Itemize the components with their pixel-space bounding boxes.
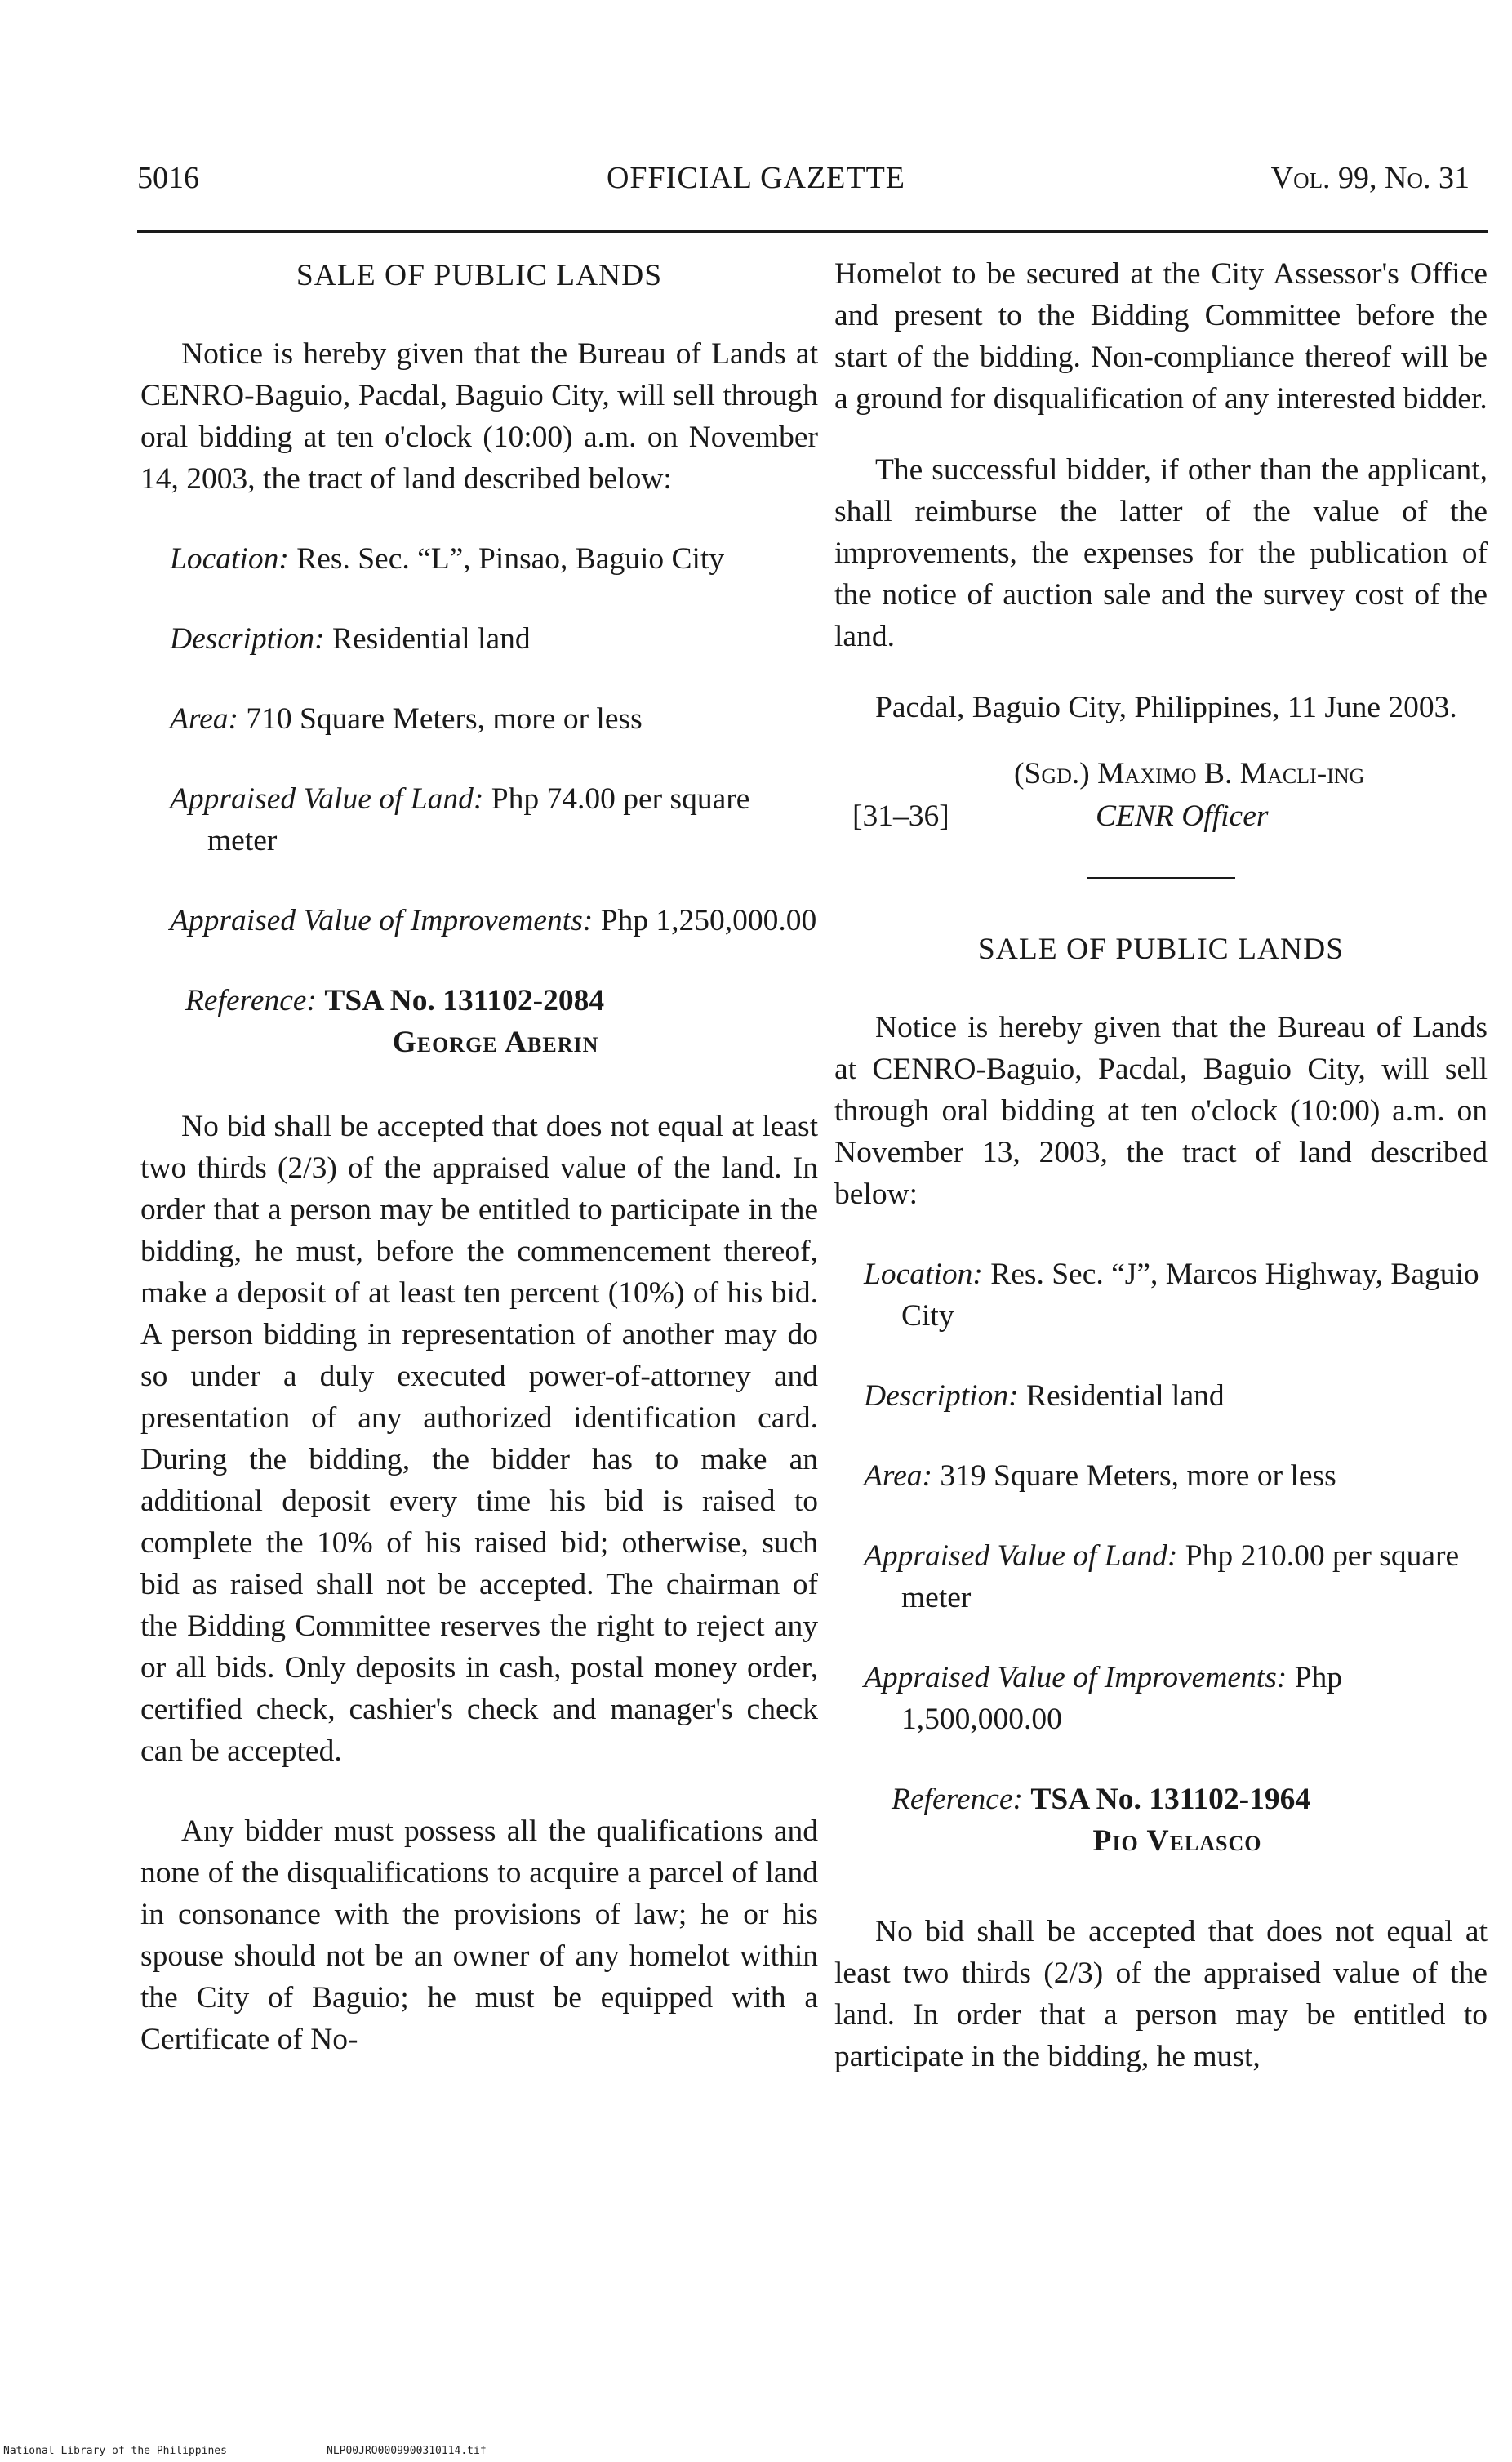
signer-title: CENR Officer <box>1096 799 1269 833</box>
improvements-appraised-value <box>140 900 818 942</box>
area-value: 710 Square Meters, more or less <box>246 702 643 736</box>
reference-number: TSA No. 131102-2084 <box>324 984 605 1017</box>
location-label: Location: <box>170 542 289 576</box>
notice-intro-2: Notice is hereby given that the Bureau of Lands at CENRO-Baguio, Pacdal, Baguio City, will sell through oral bidding at ten o'clock (10:00) a.m. on November 13, 2003, the tract of land described below: <box>834 1011 1488 1211</box>
volume-number: Vol. 99, No. 31 <box>1270 161 1470 195</box>
land-description <box>140 618 818 660</box>
appraised-land-label-2: Appraised Value of Land: <box>864 1539 1178 1573</box>
qualifications-paragraph: Any bidder must possess all the qualifications and none of the disqualifications to acquire a parcel of land in consonance with the provisions of law; he or his spouse should not be an owner of any homelot within the City of Baguio; he must be equipped with a Certificate of No- <box>140 1814 818 2056</box>
left-column <box>140 253 818 2060</box>
gazette-title: OFFICIAL GAZETTE <box>606 161 906 195</box>
appraised-land-value: Php 74.00 per square meter <box>207 782 750 857</box>
location-value: Res. Sec. “L”, Pinsao, Baguio City <box>296 542 725 576</box>
notice-divider <box>1087 877 1235 879</box>
bid-rules-paragraph: No bid shall be accepted that does not equal at least two thirds (2/3) of the appraised value of the land. In order that a person may be entitled to participate in the bidding, he must, before the commencement thereof, make a deposit of at least ten percent (10%) of his bid. A person bidding in representation of another may do so under a duly executed power-of-attorney and presentation of any authorized identification card. During the bidding, the bidder has to make an additional deposit every time his bid is raised to complete the 10% of his raised bid; otherwise, such bid as raised shall not be accepted. The chairman of the Bidding Committee reserves the right to reject any or all bids. Only deposits in cash, postal money order, certified check, cashier's check and manager's check can be accepted. <box>140 1110 818 1768</box>
signature-block <box>834 753 1488 841</box>
reference-line-2 <box>834 1779 1488 1820</box>
header-rule <box>137 230 1488 233</box>
bid-rules-paragraph-2: No bid shall be accepted that does not equal at least two thirds (2/3) of the appraised value of the land. In order that a person may be entitled to participate in the bidding, he must, <box>834 1915 1488 2073</box>
signature-name: (Sgd.) Maximo B. Macli-ing <box>1014 757 1365 790</box>
issue-reference: [31–36] <box>852 799 949 833</box>
location-value-2: Res. Sec. “J”, Marcos Highway, Baguio City <box>901 1258 1479 1333</box>
notice-heading: SALE OF PUBLIC LANDS <box>296 259 663 292</box>
land-description-2 <box>834 1375 1488 1417</box>
appraised-improvements-value: Php 1,250,000.00 <box>600 904 817 937</box>
area-value-2: 319 Square Meters, more or less <box>940 1459 1336 1493</box>
land-area-2 <box>834 1455 1488 1497</box>
description-value-2: Residential land <box>1025 1379 1225 1413</box>
file-identifier: NLP00JRO0009900310114.tif <box>327 2445 487 2457</box>
location-label-2: Location: <box>864 1258 983 1291</box>
area-label-2: Area: <box>864 1459 932 1493</box>
applicant-name-2: Pio Velasco <box>1092 1824 1262 1858</box>
notice-heading-2: SALE OF PUBLIC LANDS <box>977 933 1345 966</box>
notice-intro: Notice is hereby given that the Bureau of Lands at CENRO-Baguio, Pacdal, Baguio City, will sell through oral bidding at ten o'clock (10:00) a.m. on November 14, 2003, the tract of land described below: <box>140 337 818 496</box>
improvements-appraised-value-2 <box>834 1657 1488 1740</box>
appraised-land-label: Appraised Value of Land: <box>170 782 484 816</box>
description-value: Residential land <box>331 622 531 656</box>
right-column <box>834 253 1488 2077</box>
place-date: Pacdal, Baguio City, Philippines, 11 June 2003. <box>875 691 1457 724</box>
area-label: Area: <box>170 702 238 736</box>
appraised-improvements-label: Appraised Value of Improvements: <box>170 904 594 937</box>
reference-number-2: TSA No. 131102-1964 <box>1030 1783 1311 1816</box>
land-area <box>140 698 818 740</box>
library-credit: National Library of the Philippines <box>3 2445 227 2457</box>
reference-line <box>140 980 818 1022</box>
page-number: 5016 <box>137 161 199 195</box>
applicant-name: George Aberin <box>392 1026 599 1059</box>
appraised-improvements-value-2: Php 1,500,000.00 <box>901 1661 1343 1736</box>
description-label: Description: <box>170 622 325 656</box>
land-appraised-value <box>140 778 818 861</box>
land-location-2 <box>834 1253 1488 1337</box>
reference-label: Reference: <box>185 984 317 1017</box>
appraised-land-value-2: Php 210.00 per square meter <box>901 1539 1460 1614</box>
continued-paragraph: Homelot to be secured at the City Assessor's Office and present to the Bidding Committee before the start of the bidding. Non-compliance thereof will be a ground for disqualification of any interested bidder. <box>834 257 1488 416</box>
appraised-improvements-label-2: Appraised Value of Improvements: <box>864 1661 1287 1694</box>
reimburse-paragraph: The successful bidder, if other than the applicant, shall reimburse the latter of the value of the improvements, the expenses for the publication of the notice of auction sale and the survey cost of the land. <box>834 453 1488 653</box>
description-label-2: Description: <box>864 1379 1019 1413</box>
land-appraised-value-2 <box>834 1535 1488 1618</box>
land-location <box>140 538 818 580</box>
reference-label-2: Reference: <box>892 1783 1023 1816</box>
